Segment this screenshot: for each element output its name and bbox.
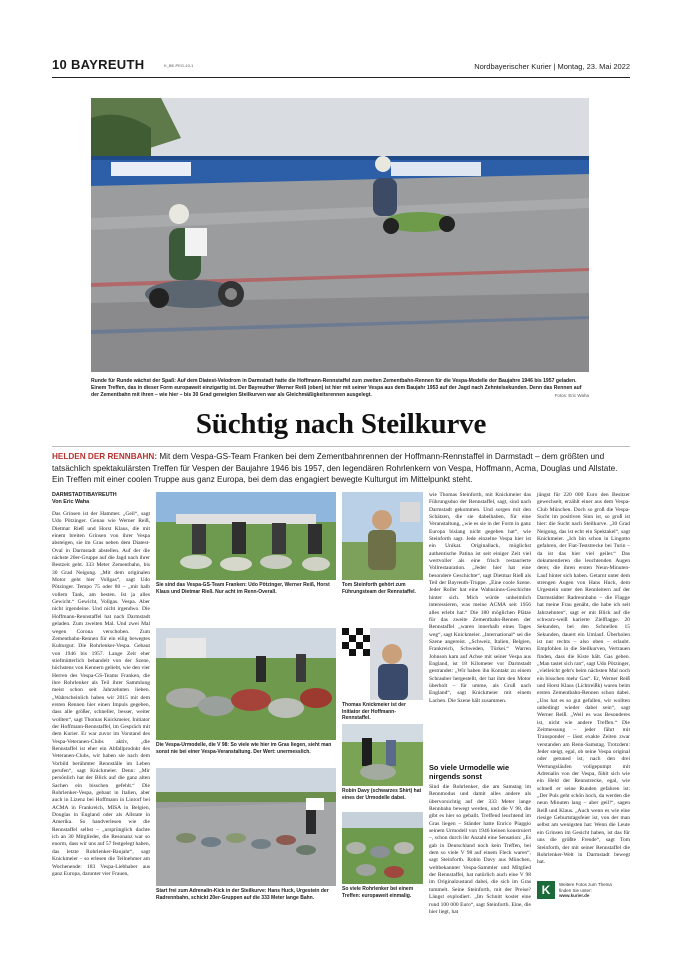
column-4-text: jüngst für 220 000 Euro den Besitzer gewechselt, erzählt einer aus dem Vespa-Club München. Doch so groß die Vespa-Sucht im positiven Sinn ist, so groß ist hier: die Sucht nach Steilkurve. „30 Grad Neigung, das ist echt ein Spektakel“, sagt Knickmeier. „Ich bin schon in Lingotto gefahren, der Fiat-Teststrecke bei Turin – da ist das hier viel geiler.“ Das dokumentieren die leuchtenden Augen derer, die ihren ersten Neun-Minuten-Lauf hinter sich haben. Getarnt unter dem strengen Augen von Hans Huck, dem Urgestein unter den Rennleitern auf der Darmstädter Radrennbahn – die Flagge hat meine Frau genäht, die habe ich seit Jahrzehnten“, sagt er mit Blick auf die schwarz-weiß karierte Zielflagge. 20 Sekunden, bei den Schnellen 15 Sekunden, dauert ein Umlauf. Überholen ist nur rechts – also oben – erlaubt. Empfohlen in die Steilkurven, Vertrauen finden, dass die Kiste hält. Gas geben. „Man tastet sich ran“, sagt Udo Pötzinger, „vielleicht geht's beim nächsten Mal noch ein bisschen mehr Gas“. Er, Werner Reiß und Horst Klaus (Lichtreißk) waren beim ersten Zementbahn-Rennen schon dabei. „Uns hat es so gut gefallen, wir wollten unbedingt wieder dabei sein“, sagt Werner Reiß. „Weil es was Besonderes ist, nicht wie andere Treffen.“ Die Zeitmessung – jeder fährt mit Transponder – lässt exakte Zeiten zwar verstanden am Renn-Samstag. Trotzdem: Jeder steigt, egal, ob seine Vespa original oder getuned ist, nach den drei Wertungsläufen vollgepumpt mit Adrenalin von der Vespa, fühlt sich wie ein Held der Rennstrecke, egal, wie schnell er seine Runden gefahren ist: „Der Puls geht schön hoch, da werden die neun Minuten lang – aber geil!“, sagen Reiß und Klaus. „Auch wenn es wie eine riesige Geburtstagsfeier ist, von der man selbst am wenigsten hat: Wenn die Leute ein Grinsen im Gesicht haben, ist das für uns die größte Freude“, sagt Tom Steinforth, der mit seiner Rennstaffel die Rohrlenker-Welt in Darmstadt bewegt hat. xyxy=(537,492,630,866)
promo-line-1: Weitere Fotos zum Thema xyxy=(559,882,612,887)
article-column-1 xyxy=(52,492,150,904)
kurier-logo-icon: K xyxy=(537,881,555,899)
photo-team xyxy=(156,492,336,580)
hero-caption-text: Runde für Runde wächst der Spaß: Auf dem Diatest-Velodrom in Darmstadt hatte die Hoffmann-Rennstaffel zum zweiten Zementbahn-Rennen für die Vespa-Modelle der Baujahre 1946 bis 1957 geladen. Einem Treffen, das in dieser Form europaweit einzigartig ist. Der Bayreuther Werner Reiß (oben) ist hier mit seiner Vespa aus dem Baujahr 1953 auf der Jagd nach Zehntelsekunden. Denn das Rennen auf der Zementbahn mit ihren – wie hier – bis 30 Grad geneigten Steilkurven war als Gleichmäßigkeitsrennen ausgelegt. xyxy=(91,378,582,398)
more-photos-promo[interactable] xyxy=(537,881,630,903)
column-3b-text: Sind die Rohrlenker, die am Samstag im Rennmodus und damit alles andere als übervorsichtig auf der 333 Meter lange Rennbahn bewegt werden, und die V 98, die gibt es hier so geballt. Treffend leuchtend im Gras liegen – Ständer hatte Enrico Piaggio seinem Urmodell von 1946 keinen konstruiert –, schon durch ihr Anzahl eine Sensation: „Es gab in Deutschland noch kein Treffen, bei dem so viele V 98 auf einem Fleck waren“, sagt Steinforth. Robin Davy aus München, weltbekannter Vespa-Sammler und Mitglied der Rennstaffel, hat natürlich auch eine V 98 im Originalzustand dabei, die sich im Gras tummelt. Seine Steinforth, mit der Preise? Längst explodiert. „Im Schnitt kostet eine rund 100 000 Euro“, sagt Steinforth. Eine, die hier liegt, hat xyxy=(429,784,531,915)
section-name: BAYREUTH xyxy=(70,57,145,72)
photo-steinforth-caption xyxy=(342,582,423,595)
promo-text xyxy=(559,882,612,899)
photo-start-caption-text: Start frei zum Adrenalin-Kick in der Steilkurve: Hans Huck, Urgestein der Radrennbahn, schickt 20er-Gruppen auf die 333 Meter lange Bahn. xyxy=(156,888,329,901)
photo-start-caption xyxy=(156,888,336,901)
column-3-text: wie Thomas Steinforth, mit Knickmeier das Führungsduo der Rennstaffel, sagt, sind nach Darmstadt gekommen. Und sorgen mit den Schätzen, die sie dabeihaben, für eine Veranstaltung, „wie es sie in der Form in ganz Europa bislang nicht gegeben hat“, wie Steinforth sagt. Jede einzelne Vespa hier ist ein Unikat. Originallack, möglichst authentische Patina ist seit einiger Zeit viel wertvoller als eine frisch restaurierte Vollrestauration. „Jeder hier hat eine besondere Geschichte“, sagt Dietmar Rieß als Teil der Bayreuth-Truppe. „Eine coole Szene. Jeder Roller hat eine Wahnsinns-Geschichte hinter sich. Mich würde unheimlich interessieren, was meine ACMA seit 1956 alles erlebt hat.“ Die 180 möglichen Plätze für das zweite Zementbahn-Rennen der Rennstaffel „waren innerhalb eines Tages weg“, sagt Knickmeier. „International“ sei die Szene angereist. „Schweiz, Italien, Belgien, Frankreich, Schweden, Türkei.“ Warren Johnson kam auf Achse mit seiner Vespa aus England, ist 18 Kilometer vor Darmstadt gestrandet: „Wir haben ihn Kontakt zu einem Schrauber hergestellt, der hat ihm den Motor überholt – für umme, als Gruß nach England“, sagt Knickmeier mit einem Lachen. Die Szene hält zusammen. xyxy=(429,492,531,704)
dateline-byline xyxy=(52,492,150,506)
subheading: So viele Urmodelle wie nirgends sonst xyxy=(429,763,510,781)
edition-code: K_BE-PEG-10-1 xyxy=(164,63,194,68)
publication-date: Nordbayerischer Kurier | Montag, 23. Mai 2022 xyxy=(474,62,630,71)
article-column-4 xyxy=(537,492,630,877)
lead-text: Mit dem Vespa-GS-Team Franken bei dem Zementbahnrennen der Hoffmann-Rennstaffel in Darmstadt – dem größten und tatsächlich spektakulärsten Treffen für Vespen der Baujahre 1946 bis 1957, den legendären Rohrlenkern von Vespa, Hoffmann, Acma, Douglas und Allstate. Ein Treffen mit einer coolen Truppe aus ganz Europa, bei dem das engagiert bewegte Kulturgut im Mittelpunkt steht. xyxy=(52,452,618,485)
photo-knickmeier-caption-text: Thomas Knickmeier ist der Initiator der Hoffmann-Rennstaffel. xyxy=(342,702,406,722)
byline: Von Eric Waha xyxy=(52,499,90,505)
page-number: 10 xyxy=(52,57,68,72)
photo-robin-davy-caption-text: Robin Davy (schwarzes Shirt) hat eines der Urmodelle dabei. xyxy=(342,788,422,801)
photo-lineup-caption-text: So viele Rohrlenker bei einem Treffen: europaweit einmalig. xyxy=(342,886,414,899)
photo-v98-caption-text: Die Vespa-Urmodelle, die V 98: So viele wie hier im Gras liegen, sieht man sonst nie bei einer Vespa-Veranstaltung. Der Wert: unermesslich. xyxy=(156,742,332,755)
photo-v98-models xyxy=(156,628,336,740)
photo-start xyxy=(156,768,336,886)
page-number-section xyxy=(52,57,144,72)
page-header xyxy=(52,56,630,78)
dateline: DARMSTADT/BAYREUTH xyxy=(52,492,117,498)
photo-robin-davy-caption xyxy=(342,788,423,801)
headline-divider xyxy=(52,446,630,447)
photo-team-caption xyxy=(156,582,336,595)
photo-steinforth xyxy=(342,492,423,580)
article-column-3-bottom xyxy=(429,762,531,915)
column-1-text: Das Grinsen ist der Hammer. „Geil“, sagt Udo Pötzinger. Genau wie Werner Reiß, Dietmar Rieß und Horst Klaus, die mit einem breiten Grinsen von ihrer Vespa absteigen, sie im Gras neben dem Diatest-Oval in Darmstadt abstellen. Auf der die nächste 20er-Gruppe auf die Jagd nach ihrer Bestzeit geht. 333 Meter Zementbahn, bis 30 Grad Neigung. „Mit dem originalen Motor geht hier Vollgas“, sagt Udo Pötzinger. Tempo 75 oder 80 – „mit halb vollem Tank, am besten. Ist ja alles Gewicht.“ Gewicht, Vollgas. Vespa. Aber nicht irgendeine. Und nicht irgendwo. Die Hoffmann-Rennstaffel hat nach Darmstadt geladen. Zum zweiten Mal. Und zwei Mal wegen Corona verschoben. Zum Zementbahn-Rennen für ein eilig bewegtes Kulturgut: Die Rohrlenker-Vespa. Gebaut von 1946 bis 1957. Lange Zeit eher stiefmütterlich behandelt von der Szene, höchstens von Kennern geliebt, wie den vier Herren des Vespa-GS-Teams Franken, die ihre Rohrlenker als Teil ihrer Sammlung meist schon seit Jahrzehnten lieben. „Wahrscheinlich haben wir 2015 mit dem ersten Rennen hier einen Impuls gegeben, dass alle größer, schneller, besser, weiter wollten“, sagt Thomas Knickmeier, Initiator der Hoffmann-Rennstaffel, im Gespräch mit dem Kurier. Er war zuvor im Vorstand des Vespa-Veteranen-Clubs aktiv, „die Rennstaffel ist eher ein Abfallprodukt des Veteranen-Clubs, wir haben sie nach dem Vorbild berühmter Rennställe im Leben gerufen“, sagt Knickmeier. Denn: „Mir persönlich hat der Blick auf die ganz alten Sachen ein bisschen gefehlt.“ Die Rohrlenker-Vespa, gebaut in Italien, aber auch in Lizenz bei Hoffmann in Lintorf bei ACMA in Frankreich, MISA in Belgien, Douglas in England oder als Allstate in Amerika. So handverlesen wie die Rennstaffel selbst – „ursprünglich dachte ich an 30 Mitglieder, die Resonanz war so enorm, dass wir uns auf 57 festgelegt haben, das letzte Rohrlenker-Baujahr“, sagt Knickmeier – so erlesen die Teilnehmer am Wochenende: 183 Vespa-Liebhaber aus ganz Europa, darunter vier Frauen, xyxy=(52,511,150,877)
hero-caption xyxy=(91,378,589,399)
photo-steinforth-caption-text: Tom Steinforth gehört zum Führungsteam der Rennstaffel. xyxy=(342,582,416,595)
photo-scooter-lineup xyxy=(342,812,423,884)
photo-lineup-caption xyxy=(342,886,423,899)
photo-team-caption-text: Sie sind das Vespa-GS-Team Franken: Udo Pötzinger, Werner Reiß, Horst Klaus und Dietmar Rieß. Nur acht im Renn-Overall. xyxy=(156,582,330,595)
photo-knickmeier xyxy=(342,628,423,700)
issue-date: Montag, 23. Mai 2022 xyxy=(557,62,630,71)
headline: Süchtig nach Steilkurve xyxy=(195,408,487,440)
promo-url[interactable]: www.kurier.de xyxy=(559,893,590,898)
photo-knickmeier-caption xyxy=(342,702,423,722)
lead-rubric: HELDEN DER RENNBAHN: xyxy=(52,452,158,461)
photo-credit: Fotos: Eric Waha xyxy=(554,393,589,398)
hero-photo xyxy=(91,98,589,372)
photo-v98-caption xyxy=(156,742,336,755)
publication-name: Nordbayerischer Kurier xyxy=(474,62,552,71)
article-column-3 xyxy=(429,492,531,760)
photo-robin-davy xyxy=(342,724,423,786)
lead-paragraph xyxy=(52,451,630,486)
promo-line-2: finden Sie unter: xyxy=(559,887,592,893)
